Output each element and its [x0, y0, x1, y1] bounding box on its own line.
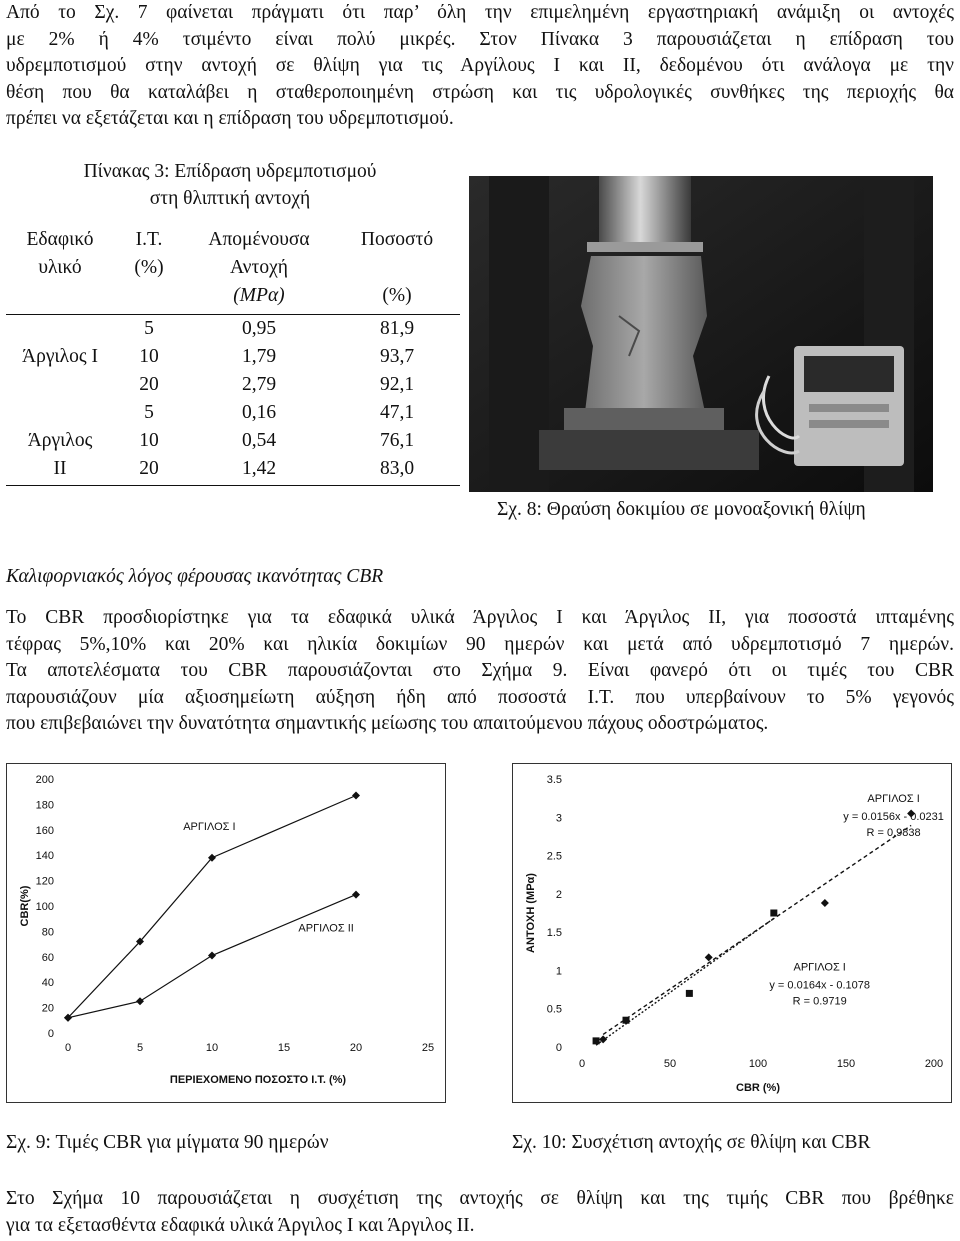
y-tick-label: 100	[35, 901, 54, 913]
y-tick-label: 120	[35, 875, 54, 888]
y-tick-label: 80	[41, 926, 54, 939]
cell-it: 5	[144, 402, 154, 423]
series-label: ΑΡΓΙΛΟΣ Ι	[793, 961, 846, 974]
y-tick-label: 180	[35, 799, 54, 812]
cell-percent: 83,0	[379, 458, 415, 479]
specimen-photo	[469, 176, 933, 492]
y-tick-label: 60	[41, 951, 54, 964]
x-tick-label: 0	[578, 1058, 586, 1070]
y-tick-label: 2	[555, 888, 562, 901]
figure-8-caption: Σχ. 8: Θραύση δοκιμίου σε μονοαξονική θλίψη	[497, 499, 866, 520]
intro-line: θέση που θα καταλάβει η σταθεροποιημένη στρώση και τις υδρολογικές συνθήκες της περιοχής θα	[6, 81, 954, 103]
x-axis-label: CBR (%)	[736, 1082, 780, 1094]
cell-it: 20	[139, 458, 159, 479]
table-row	[6, 455, 460, 483]
x-tick-label: 0	[64, 1042, 72, 1054]
cell-strength: 1,42	[241, 458, 277, 479]
cbr-line: παρουσιάζουν μία αξιοσημείωτη αύξηση ήδη από ποσοστά Ι.Τ. που υπερβαίνουν το 5% γεγονός	[6, 686, 954, 708]
x-tick-label: 200	[924, 1058, 944, 1070]
y-tick-label: 0.5	[546, 1003, 562, 1016]
data-point	[352, 891, 360, 899]
cbr-line: τέφρας 5%,10% και 20% και ηλικία δοκιμίων 90 ημερών και μετά από υδρεμποτισμό 7 ημερών.	[6, 633, 954, 655]
cell-it: 10	[139, 346, 159, 367]
y-tick-label: 1.5	[546, 927, 562, 940]
table-3	[6, 226, 460, 486]
series-label: ΑΡΓΙΛΟΣ Ι	[183, 820, 236, 833]
intro-paragraph	[6, 0, 954, 133]
intro-line: πρέπει να εξετάζεται και η επίδραση του υδρεμποτισμού.	[6, 108, 454, 130]
header-it	[114, 226, 184, 310]
header-text: Εδαφικό	[26, 229, 94, 250]
y-tick-label: 3	[555, 812, 562, 825]
cell-strength: 0,54	[241, 430, 277, 451]
data-point	[593, 1037, 600, 1044]
header-text: Ι.Τ.	[135, 229, 163, 250]
closing-paragraph	[6, 1186, 954, 1239]
table-row	[6, 371, 460, 399]
cell-soil: ΙΙ	[53, 458, 67, 479]
intro-line: Από το Σχ. 7 φαίνεται πράγματι ότι παρ’ όλη την επιμελημένη εργαστηριακή ανάμιξη οι αντοχές	[6, 2, 954, 23]
trend-equation: y = 0.0164x - 0.1078	[769, 979, 870, 992]
cell-strength: 0,16	[241, 402, 277, 423]
header-soil	[6, 226, 114, 310]
cbr-line: Το CBR προσδιορίστηκε για τα εδαφικά υλικά Άργιλος Ι και Άργιλος ΙΙ, για ποσοστά ιπταμένης	[6, 607, 954, 628]
data-point	[705, 953, 713, 961]
x-axis-label: ΠΕΡΙΕΧΟΜΕΝΟ ΠΟΣΟΣΤΟ Ι.Τ. (%)	[169, 1074, 347, 1086]
cbr-line: που επιβεβαιώνει την δυνατότητα σημαντικής μείωσης του απαιτούμενου πάχους οδοστρώματος.	[6, 713, 769, 735]
figure-9-cbr-chart	[6, 763, 446, 1103]
cell-percent: 92,1	[379, 374, 415, 395]
trendline	[596, 918, 774, 1045]
table-row	[6, 315, 460, 344]
header-text: (MPα)	[233, 285, 285, 306]
y-tick-label: 1	[555, 965, 562, 978]
cell-percent: 76,1	[379, 430, 415, 451]
cell-it: 5	[144, 318, 154, 339]
trendline	[603, 825, 911, 1034]
y-axis-label: CBR(%)	[19, 885, 31, 927]
header-text: (%)	[382, 285, 412, 306]
cell-soil: Άργιλος Ι	[22, 346, 98, 367]
y-tick-label: 40	[41, 977, 54, 990]
cell-percent: 93,7	[379, 346, 415, 367]
header-text: Απομένουσα	[208, 229, 310, 250]
cell-soil: Άργιλος	[27, 430, 93, 451]
table-title	[46, 158, 414, 212]
x-tick-label: 50	[663, 1058, 677, 1070]
cell-soil	[6, 315, 114, 344]
y-axis-label: ΑΝΤΟΧΗ (MPα)	[525, 873, 537, 953]
table-title-line: στη θλιπτική αντοχή	[149, 188, 311, 209]
cell-strength: 0,95	[241, 318, 277, 339]
cell-percent: 47,1	[379, 402, 415, 423]
y-tick-label: 160	[35, 824, 54, 837]
header-text: υλικό	[38, 257, 82, 278]
cbr-line: Τα αποτελέσματα του CBR παρουσιάζονται στο Σχήμα 9. Είναι φανερό ότι οι τιμές του CBR	[6, 660, 954, 682]
r-squared: R = 0.9838	[866, 826, 921, 839]
data-point	[352, 792, 360, 800]
cell-it: 20	[139, 374, 159, 395]
cell-percent: 81,9	[379, 318, 415, 339]
y-tick-label: 3.5	[546, 774, 562, 786]
cell-it: 10	[139, 430, 159, 451]
data-point	[770, 910, 777, 917]
header-strength	[184, 226, 334, 310]
table-row	[6, 343, 460, 371]
x-tick-label: 150	[836, 1058, 856, 1070]
chart-frame	[7, 764, 446, 1103]
cell-soil	[6, 371, 114, 399]
y-tick-label: 20	[41, 1002, 54, 1015]
data-point	[821, 899, 829, 907]
header-text: (%)	[134, 257, 164, 278]
header-text: Αντοχή	[230, 257, 288, 278]
header-text: Ποσοστό	[360, 229, 434, 250]
x-tick-label: 5	[136, 1042, 144, 1054]
table-header-row	[6, 226, 460, 310]
x-tick-label: 10	[205, 1042, 219, 1054]
y-tick-label: 200	[35, 774, 54, 786]
x-tick-label: 20	[349, 1042, 363, 1054]
figure-9-caption: Σχ. 9: Τιμές CBR για μίγματα 90 ημερών	[6, 1132, 329, 1153]
data-point	[686, 990, 693, 997]
table-title-line: Πίνακας 3: Επίδραση υδρεμποτισμού	[83, 161, 377, 182]
series-label: ΑΡΓΙΛΟΣ Ι	[867, 792, 920, 805]
y-tick-label: 0	[555, 1042, 562, 1054]
x-tick-label: 100	[748, 1058, 768, 1070]
section-title: Καλιφορνιακός λόγος φέρουσας ικανότητας CBR	[6, 566, 384, 587]
data-point	[623, 1017, 630, 1024]
specimen-photo-drawing	[469, 176, 933, 492]
header-percent	[334, 226, 460, 310]
figure-10-caption: Σχ. 10: Συσχέτιση αντοχής σε θλίψη και CBR	[512, 1132, 871, 1153]
figure-10-correlation-chart	[512, 763, 952, 1103]
r-squared: R = 0.9719	[792, 995, 847, 1008]
intro-line: υδρεμποτισμού στην αντοχή σε θλίψη για τις Αργίλους Ι και ΙΙ, δεδομένου ότι ανάλογα με την	[6, 55, 954, 77]
intro-line: με 2% ή 4% τσιμέντο είναι πολύ μικρές. Στον Πίνακα 3 παρουσιάζεται η επίδραση του	[6, 28, 954, 50]
data-point	[208, 952, 216, 960]
cell-soil	[6, 399, 114, 427]
x-tick-label: 15	[277, 1042, 291, 1054]
closing-line: Στο Σχήμα 10 παρουσιάζεται η συσχέτιση της αντοχής σε θλίψη και της τιμής CBR που βρέθηκε	[6, 1188, 954, 1209]
cbr-paragraph	[6, 605, 954, 738]
series-label: ΑΡΓΙΛΟΣ ΙΙ	[298, 922, 354, 935]
y-tick-label: 140	[35, 850, 54, 863]
y-tick-label: 2.5	[546, 850, 562, 863]
cell-strength: 2,79	[241, 374, 277, 395]
trend-equation: y = 0.0156x - 0.0231	[843, 810, 944, 823]
y-tick-label: 0	[47, 1028, 54, 1040]
cell-strength: 1,79	[241, 346, 277, 367]
data-point	[136, 997, 144, 1005]
table-row	[6, 399, 460, 427]
table-row	[6, 427, 460, 455]
closing-line: για τα εξετασθέντα εδαφικά υλικά Άργιλος Ι και Άργιλος ΙΙ.	[6, 1214, 475, 1236]
x-tick-label: 25	[421, 1042, 435, 1054]
